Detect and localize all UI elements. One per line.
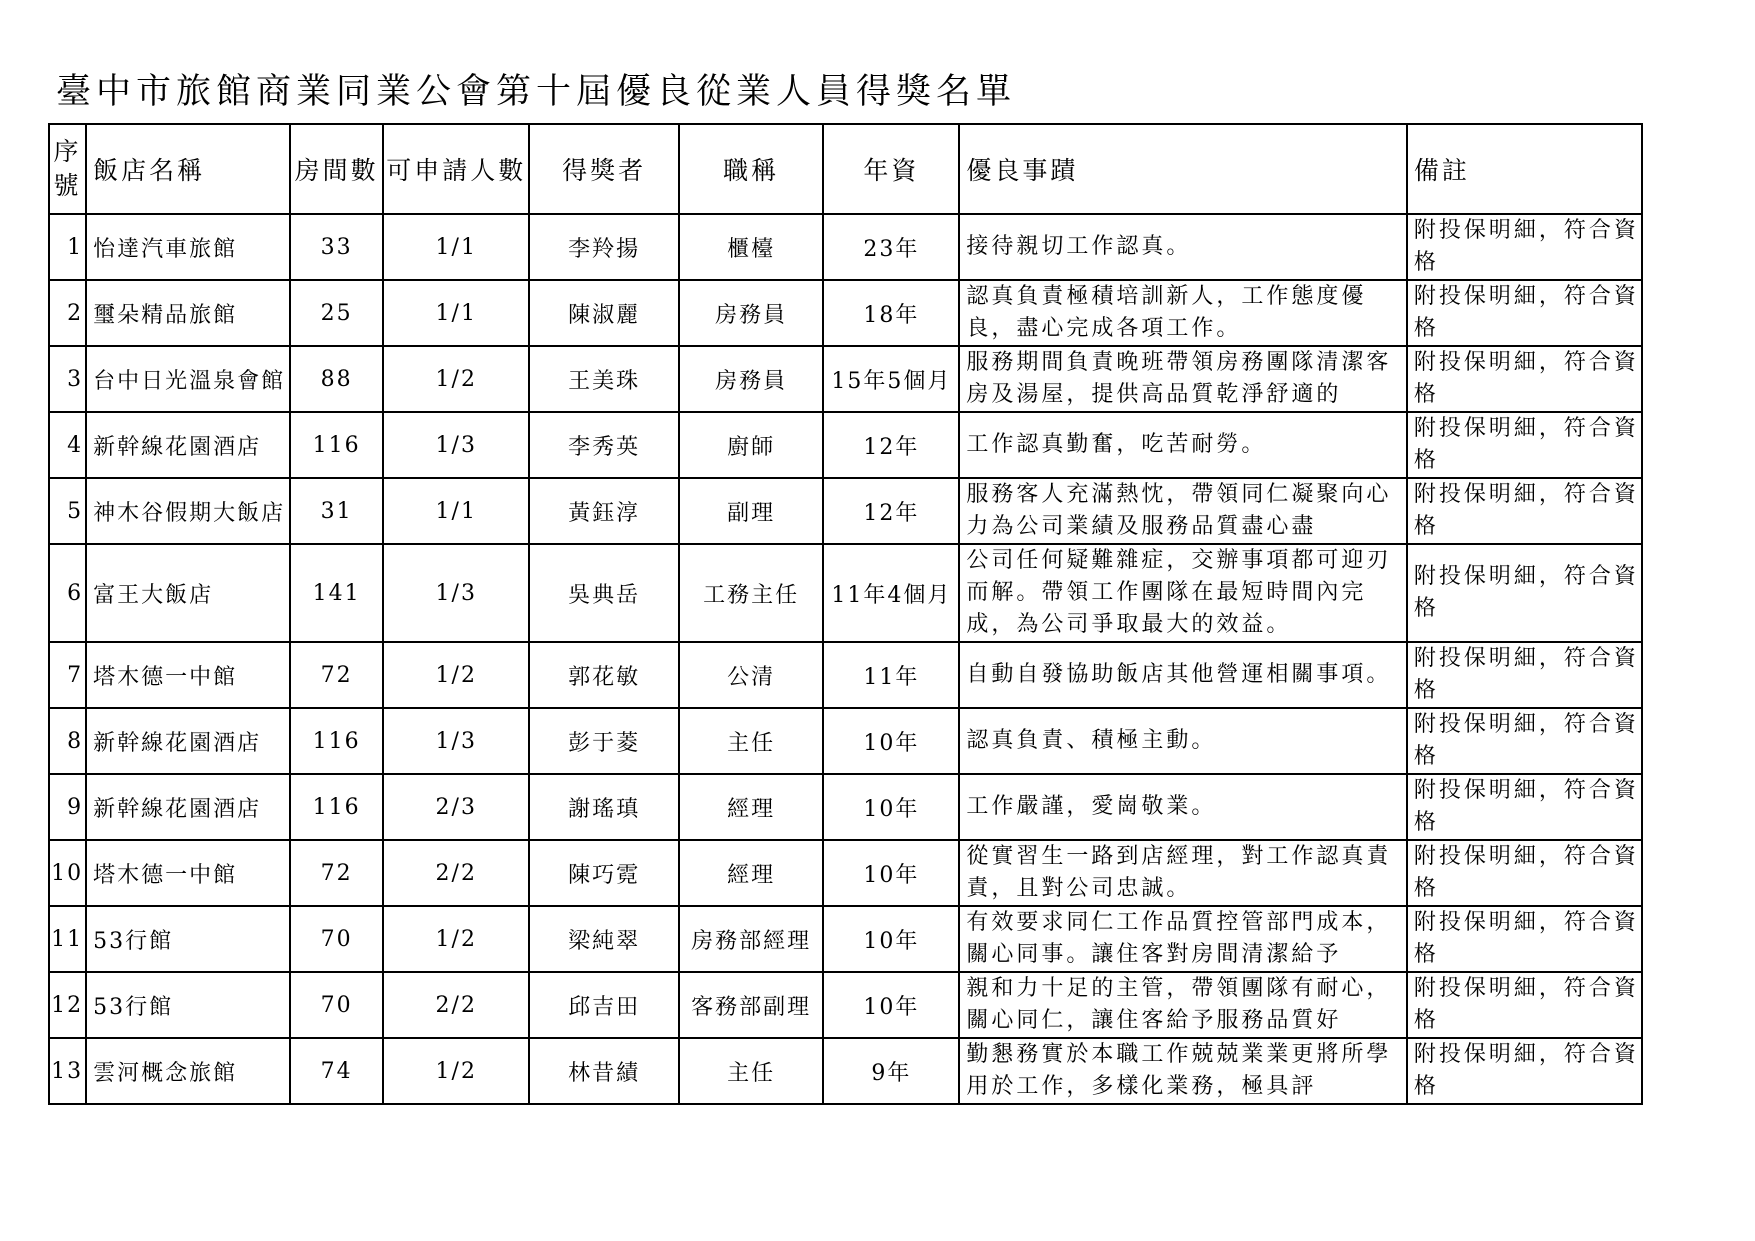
cell-note-text: 附投保明細，符合資格 bbox=[1413, 218, 1639, 275]
cell-merit bbox=[959, 840, 1406, 906]
cell-quota: 2/2 bbox=[383, 840, 529, 906]
cell-merit-text: 從實習生一路到店經理，對工作認真責責，且對公司忠誠。 bbox=[966, 844, 1392, 901]
cell-hotel: 神木谷假期大飯店 bbox=[86, 478, 290, 544]
cell-note-text: 附投保明細，符合資格 bbox=[1413, 564, 1639, 621]
header-seq: 序號 bbox=[49, 124, 86, 214]
cell-hotel: 塔木德一中館 bbox=[86, 840, 290, 906]
cell-hotel: 怡達汽車旅館 bbox=[86, 214, 290, 280]
cell-seq: 6 bbox=[49, 544, 86, 642]
cell-note bbox=[1407, 412, 1642, 478]
cell-rooms: 33 bbox=[290, 214, 383, 280]
cell-winner: 王美珠 bbox=[529, 346, 679, 412]
cell-rooms: 31 bbox=[290, 478, 383, 544]
cell-note-text: 附投保明細，符合資格 bbox=[1413, 646, 1639, 703]
cell-winner: 彭于菱 bbox=[529, 708, 679, 774]
header-position: 職稱 bbox=[679, 124, 823, 214]
cell-hotel: 璽朵精品旅館 bbox=[86, 280, 290, 346]
cell-hotel: 台中日光溫泉會館 bbox=[86, 346, 290, 412]
cell-hotel: 新幹線花園酒店 bbox=[86, 708, 290, 774]
cell-note bbox=[1407, 906, 1642, 972]
cell-note bbox=[1407, 642, 1642, 708]
cell-hotel: 富王大飯店 bbox=[86, 544, 290, 642]
cell-seniority: 23年 bbox=[823, 214, 959, 280]
cell-rooms: 72 bbox=[290, 642, 383, 708]
cell-position: 房務部經理 bbox=[679, 906, 823, 972]
cell-position: 客務部副理 bbox=[679, 972, 823, 1038]
cell-note bbox=[1407, 774, 1642, 840]
table-row bbox=[49, 214, 1642, 280]
cell-seq: 1 bbox=[49, 214, 86, 280]
cell-quota: 1/3 bbox=[383, 412, 529, 478]
cell-note bbox=[1407, 280, 1642, 346]
cell-position: 工務主任 bbox=[679, 544, 823, 642]
cell-seniority: 9年 bbox=[823, 1038, 959, 1104]
cell-quota: 1/1 bbox=[383, 214, 529, 280]
cell-seniority: 12年 bbox=[823, 478, 959, 544]
cell-merit-text: 接待親切工作認真。 bbox=[966, 234, 1192, 259]
cell-position: 經理 bbox=[679, 840, 823, 906]
cell-note-text: 附投保明細，符合資格 bbox=[1413, 350, 1639, 407]
cell-note bbox=[1407, 214, 1642, 280]
cell-winner: 黃鈺淳 bbox=[529, 478, 679, 544]
cell-merit-text: 親和力十足的主管，帶領團隊有耐心，關心同仁，讓住客給予服務品質好 bbox=[966, 976, 1392, 1033]
cell-winner: 邱吉田 bbox=[529, 972, 679, 1038]
cell-note bbox=[1407, 346, 1642, 412]
header-merit: 優良事蹟 bbox=[959, 124, 1406, 214]
table-row bbox=[49, 346, 1642, 412]
cell-rooms: 25 bbox=[290, 280, 383, 346]
cell-quota: 1/1 bbox=[383, 478, 529, 544]
table-row bbox=[49, 280, 1642, 346]
cell-rooms: 70 bbox=[290, 906, 383, 972]
cell-merit-text: 工作嚴謹，愛崗敬業。 bbox=[966, 794, 1217, 819]
cell-note-text: 附投保明細，符合資格 bbox=[1413, 910, 1639, 967]
cell-seq: 3 bbox=[49, 346, 86, 412]
cell-merit-text: 勤懇務實於本職工作兢兢業業更將所學用於工作，多樣化業務，極具評 bbox=[966, 1042, 1392, 1099]
cell-note-text: 附投保明細，符合資格 bbox=[1413, 416, 1639, 473]
cell-quota: 1/2 bbox=[383, 346, 529, 412]
header-hotel: 飯店名稱 bbox=[86, 124, 290, 214]
cell-merit bbox=[959, 280, 1406, 346]
cell-seniority: 10年 bbox=[823, 906, 959, 972]
cell-merit bbox=[959, 544, 1406, 642]
cell-merit-text: 有效要求同仁工作品質控管部門成本，關心同事。讓住客對房間清潔給予 bbox=[966, 910, 1392, 967]
cell-quota: 1/2 bbox=[383, 642, 529, 708]
cell-note-text: 附投保明細，符合資格 bbox=[1413, 976, 1639, 1033]
cell-position: 主任 bbox=[679, 708, 823, 774]
table-row bbox=[49, 642, 1642, 708]
cell-winner: 陳淑麗 bbox=[529, 280, 679, 346]
cell-note bbox=[1407, 840, 1642, 906]
cell-seq: 5 bbox=[49, 478, 86, 544]
cell-seq: 13 bbox=[49, 1038, 86, 1104]
cell-merit-text: 認真負責、積極主動。 bbox=[966, 728, 1217, 753]
cell-note-text: 附投保明細，符合資格 bbox=[1413, 778, 1639, 835]
header-note: 備註 bbox=[1407, 124, 1642, 214]
cell-seq: 2 bbox=[49, 280, 86, 346]
cell-position: 房務員 bbox=[679, 280, 823, 346]
cell-rooms: 88 bbox=[290, 346, 383, 412]
award-table bbox=[48, 123, 1643, 1105]
cell-note-text: 附投保明細，符合資格 bbox=[1413, 712, 1639, 769]
cell-quota: 1/3 bbox=[383, 544, 529, 642]
cell-quota: 1/2 bbox=[383, 906, 529, 972]
cell-quota: 2/3 bbox=[383, 774, 529, 840]
cell-position: 櫃檯 bbox=[679, 214, 823, 280]
cell-winner: 陳巧霓 bbox=[529, 840, 679, 906]
cell-hotel: 53行館 bbox=[86, 972, 290, 1038]
table-row bbox=[49, 972, 1642, 1038]
cell-seniority: 10年 bbox=[823, 708, 959, 774]
cell-note-text: 附投保明細，符合資格 bbox=[1413, 1042, 1639, 1099]
table-row bbox=[49, 478, 1642, 544]
table-row bbox=[49, 544, 1642, 642]
cell-seniority: 10年 bbox=[823, 840, 959, 906]
cell-rooms: 72 bbox=[290, 840, 383, 906]
cell-merit bbox=[959, 642, 1406, 708]
cell-note bbox=[1407, 544, 1642, 642]
cell-note bbox=[1407, 1038, 1642, 1104]
table-row bbox=[49, 906, 1642, 972]
cell-merit bbox=[959, 214, 1406, 280]
cell-note-text: 附投保明細，符合資格 bbox=[1413, 844, 1639, 901]
cell-winner: 吳典岳 bbox=[529, 544, 679, 642]
cell-hotel: 塔木德一中館 bbox=[86, 642, 290, 708]
cell-merit bbox=[959, 774, 1406, 840]
table-row bbox=[49, 412, 1642, 478]
header-winner: 得獎者 bbox=[529, 124, 679, 214]
cell-merit bbox=[959, 478, 1406, 544]
cell-winner: 梁純翠 bbox=[529, 906, 679, 972]
cell-rooms: 116 bbox=[290, 774, 383, 840]
cell-hotel: 新幹線花園酒店 bbox=[86, 412, 290, 478]
cell-winner: 謝瑤瑱 bbox=[529, 774, 679, 840]
cell-position: 經理 bbox=[679, 774, 823, 840]
cell-merit bbox=[959, 972, 1406, 1038]
header-row bbox=[49, 124, 1642, 214]
cell-winner: 林昔績 bbox=[529, 1038, 679, 1104]
cell-seniority: 18年 bbox=[823, 280, 959, 346]
cell-seq: 9 bbox=[49, 774, 86, 840]
cell-winner: 李羚揚 bbox=[529, 214, 679, 280]
cell-merit-text: 工作認真勤奮，吃苦耐勞。 bbox=[966, 432, 1267, 457]
cell-merit-text: 服務期間負責晚班帶領房務團隊清潔客房及湯屋，提供高品質乾淨舒適的 bbox=[966, 350, 1392, 407]
cell-hotel: 雲河概念旅館 bbox=[86, 1038, 290, 1104]
cell-merit bbox=[959, 1038, 1406, 1104]
cell-position: 主任 bbox=[679, 1038, 823, 1104]
cell-seq: 11 bbox=[49, 906, 86, 972]
table-row bbox=[49, 708, 1642, 774]
cell-merit bbox=[959, 708, 1406, 774]
table-row bbox=[49, 774, 1642, 840]
cell-quota: 1/3 bbox=[383, 708, 529, 774]
cell-seq: 12 bbox=[49, 972, 86, 1038]
cell-rooms: 116 bbox=[290, 412, 383, 478]
cell-merit bbox=[959, 346, 1406, 412]
cell-seniority: 12年 bbox=[823, 412, 959, 478]
cell-merit-text: 公司任何疑難雜症，交辦事項都可迎刃而解。帶領工作團隊在最短時間內完成，為公司爭取最大的效益。 bbox=[966, 548, 1392, 637]
header-rooms: 房間數 bbox=[290, 124, 383, 214]
cell-quota: 2/2 bbox=[383, 972, 529, 1038]
cell-position: 房務員 bbox=[679, 346, 823, 412]
cell-merit-text: 自動自發協助飯店其他營運相關事項。 bbox=[966, 662, 1392, 687]
header-seniority: 年資 bbox=[823, 124, 959, 214]
cell-winner: 郭花敏 bbox=[529, 642, 679, 708]
cell-seq: 10 bbox=[49, 840, 86, 906]
cell-note-text: 附投保明細，符合資格 bbox=[1413, 482, 1639, 539]
cell-merit bbox=[959, 906, 1406, 972]
cell-hotel: 53行館 bbox=[86, 906, 290, 972]
page-title: 臺中市旅館商業同業公會第十屆優良從業人員得獎名單 bbox=[56, 72, 1017, 112]
table-row bbox=[49, 1038, 1642, 1104]
cell-seq: 8 bbox=[49, 708, 86, 774]
cell-position: 副理 bbox=[679, 478, 823, 544]
table-row bbox=[49, 840, 1642, 906]
cell-rooms: 74 bbox=[290, 1038, 383, 1104]
cell-seq: 7 bbox=[49, 642, 86, 708]
cell-seniority: 10年 bbox=[823, 972, 959, 1038]
cell-seniority: 11年 bbox=[823, 642, 959, 708]
cell-position: 公清 bbox=[679, 642, 823, 708]
cell-note bbox=[1407, 708, 1642, 774]
cell-quota: 1/1 bbox=[383, 280, 529, 346]
cell-rooms: 141 bbox=[290, 544, 383, 642]
cell-quota: 1/2 bbox=[383, 1038, 529, 1104]
cell-seniority: 15年5個月 bbox=[823, 346, 959, 412]
cell-seq: 4 bbox=[49, 412, 86, 478]
header-quota: 可申請人數 bbox=[383, 124, 529, 214]
cell-seniority: 10年 bbox=[823, 774, 959, 840]
cell-winner: 李秀英 bbox=[529, 412, 679, 478]
cell-merit bbox=[959, 412, 1406, 478]
cell-rooms: 70 bbox=[290, 972, 383, 1038]
cell-hotel: 新幹線花園酒店 bbox=[86, 774, 290, 840]
cell-merit-text: 認真負責極積培訓新人，工作態度優良，盡心完成各項工作。 bbox=[966, 284, 1367, 341]
cell-note bbox=[1407, 972, 1642, 1038]
cell-rooms: 116 bbox=[290, 708, 383, 774]
cell-merit-text: 服務客人充滿熱忱，帶領同仁凝聚向心力為公司業績及服務品質盡心盡 bbox=[966, 482, 1392, 539]
cell-note bbox=[1407, 478, 1642, 544]
cell-position: 廚師 bbox=[679, 412, 823, 478]
cell-seniority: 11年4個月 bbox=[823, 544, 959, 642]
cell-note-text: 附投保明細，符合資格 bbox=[1413, 284, 1639, 341]
